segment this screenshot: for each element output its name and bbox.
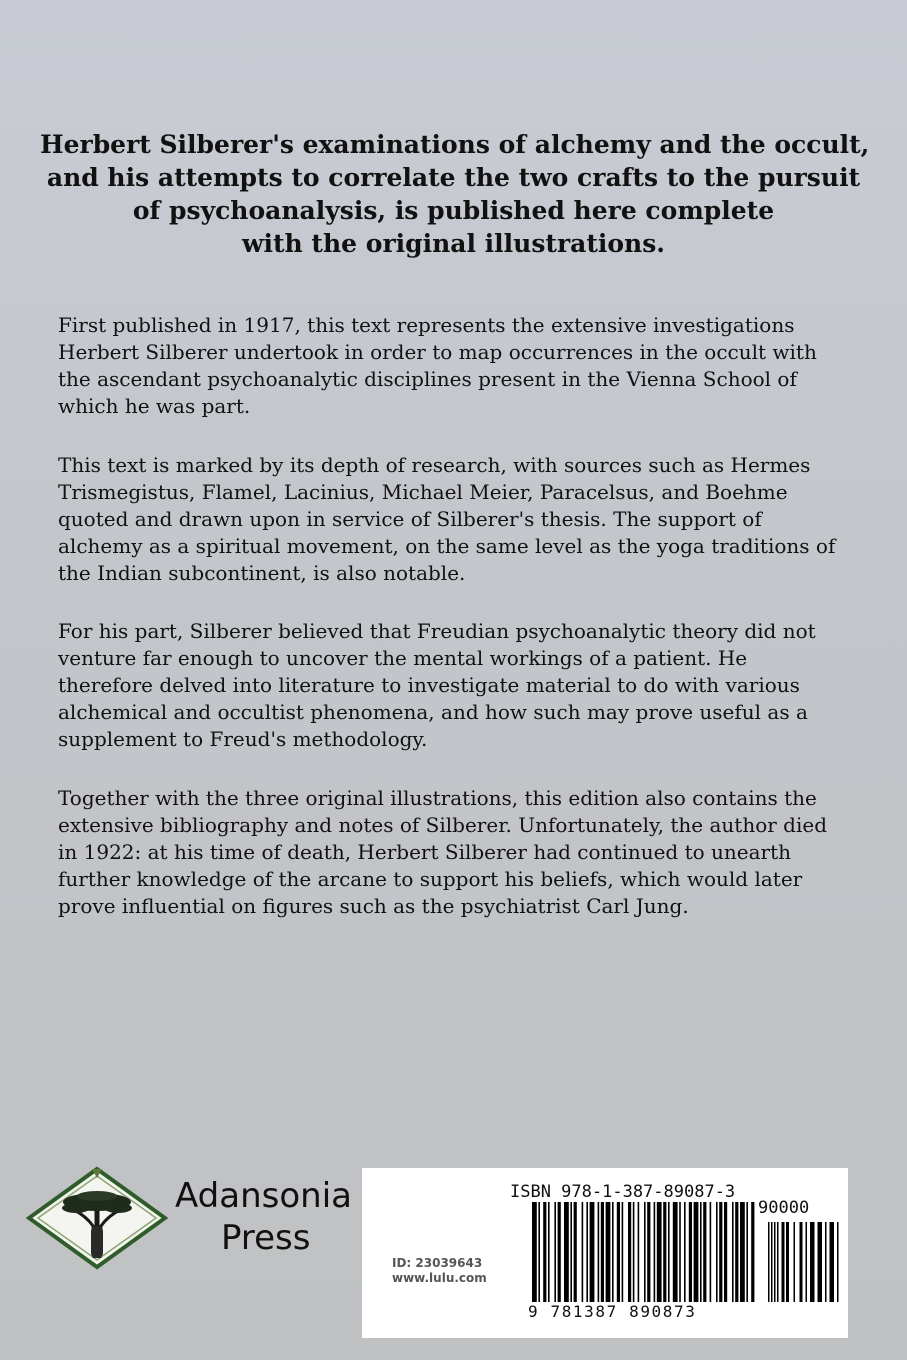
barcode-bar	[689, 1202, 692, 1302]
barcode-bar	[735, 1202, 738, 1302]
barcode-bar	[732, 1202, 734, 1302]
barcode-addon-number: 90000	[758, 1198, 810, 1218]
barcode-bar	[694, 1202, 699, 1302]
barcode-bar	[668, 1202, 670, 1302]
barcode-bar	[647, 1202, 650, 1302]
paragraph-silberer-belief	[58, 618, 858, 753]
paragraph-line: in 1922: at his time of death, Herbert Silberer had continued to unearth	[58, 840, 792, 864]
barcode-bar	[538, 1202, 540, 1302]
paragraph-line: alchemy as a spiritual movement, on the same level as the yoga traditions of	[58, 534, 836, 558]
paragraph-research	[58, 452, 858, 587]
headline	[40, 128, 870, 260]
barcode-bar	[564, 1202, 569, 1302]
barcode-bar	[558, 1202, 561, 1302]
paragraph-line: the ascendant psychoanalytic disciplines present in the Vienna School of	[58, 367, 797, 391]
barcode-addon-bar	[777, 1222, 779, 1302]
lulu-url: www.lulu.com	[392, 1271, 487, 1285]
barcode-bar	[663, 1202, 666, 1302]
barcode-bar	[543, 1202, 546, 1302]
publisher-line-2: Press	[221, 1218, 311, 1258]
paragraph-line: prove influential on figures such as the psychiatrist Carl Jung.	[58, 894, 689, 918]
barcode-bar	[700, 1202, 702, 1302]
paragraph-first-published	[58, 312, 858, 420]
barcode-bar	[548, 1202, 550, 1302]
paragraph-line: venture far enough to uncover the mental workings of a patient. He	[58, 646, 748, 670]
barcode-bar	[684, 1202, 686, 1302]
barcode-bar	[746, 1202, 748, 1302]
paragraph-line: quoted and drawn upon in service of Silberer's thesis. The support of	[58, 507, 762, 531]
paragraph-line: the Indian subcontinent, is also notable.	[58, 561, 466, 585]
paragraph-line: therefore delved into literature to investigate material to do with various	[58, 673, 800, 697]
barcode-addon-bar	[768, 1222, 770, 1302]
lulu-id-block	[392, 1256, 487, 1286]
barcode-bar	[679, 1202, 681, 1302]
barcode-bar	[710, 1202, 712, 1302]
barcode-bar	[654, 1202, 656, 1302]
barcode-bar	[628, 1202, 631, 1302]
isbn-label: ISBN 978-1-387-89087-3	[510, 1182, 736, 1202]
barcode-addon-bar	[806, 1222, 808, 1302]
barcode-bar	[598, 1202, 600, 1302]
paragraph-line: which he was part.	[58, 394, 251, 418]
barcode-bar	[657, 1202, 662, 1302]
barcode-addon-bar	[810, 1222, 815, 1302]
barcode-bar	[601, 1202, 604, 1302]
barcode-bar	[724, 1202, 727, 1302]
barcode-bar	[673, 1202, 678, 1302]
baobab-tree-diamond-icon	[26, 1166, 168, 1271]
barcode-addon-bar	[771, 1222, 773, 1302]
barcode-bar	[612, 1202, 614, 1302]
paragraph-line: First published in 1917, this text represents the extensive investigations	[58, 313, 795, 337]
headline-line: with the original illustrations.	[241, 229, 665, 258]
barcode-box	[362, 1168, 848, 1338]
barcode-bar	[586, 1202, 588, 1302]
barcode-addon-bar	[830, 1222, 835, 1302]
barcode-bar	[638, 1202, 640, 1302]
publisher-line-1: Adansonia	[175, 1176, 352, 1216]
barcode-bar	[740, 1202, 745, 1302]
barcode-bar	[590, 1202, 595, 1302]
paragraph-line: alchemical and occultist phenomena, and how such may prove useful as a	[58, 700, 808, 724]
headline-line: and his attempts to correlate the two crafts to the pursuit	[46, 163, 861, 192]
barcode-addon-bar	[782, 1222, 785, 1302]
barcode-bars	[532, 1202, 842, 1302]
lulu-id: ID: 23039643	[392, 1256, 483, 1270]
paragraph-edition-contents	[58, 785, 858, 920]
barcode-addon-bar	[800, 1222, 803, 1302]
barcode-addon-bar	[774, 1222, 776, 1302]
barcode-addon-bar	[786, 1222, 789, 1302]
paragraph-line: further knowledge of the arcane to support his beliefs, which would later	[58, 867, 803, 891]
barcode-bar	[532, 1202, 537, 1302]
paragraph-line: Trismegistus, Flamel, Lacinius, Michael Meier, Paracelsus, and Boehme	[58, 480, 788, 504]
barcode-bar	[644, 1202, 646, 1302]
barcode-addon-bar	[825, 1222, 827, 1302]
barcode-bar	[574, 1202, 577, 1302]
barcode-bar	[582, 1202, 584, 1302]
barcode-bar	[622, 1202, 624, 1302]
barcode-bar	[554, 1202, 556, 1302]
paragraph-line: Herbert Silberer undertook in order to map occurrences in the occult with	[58, 340, 817, 364]
publisher-name	[175, 1175, 352, 1259]
barcode-bar	[719, 1202, 722, 1302]
headline-line: of psychoanalysis, is published here complete	[132, 196, 775, 225]
paragraph-line: extensive bibliography and notes of Silberer. Unfortunately, the author died	[58, 813, 827, 837]
barcode-bar	[617, 1202, 620, 1302]
barcode-bar	[606, 1202, 611, 1302]
paragraph-line: This text is marked by its depth of research, with sources such as Hermes	[58, 453, 811, 477]
paragraph-line: Together with the three original illustrations, this edition also contains the	[58, 786, 817, 810]
barcode-digits: 9 781387 890873	[528, 1302, 697, 1321]
paragraph-line: supplement to Freud's methodology.	[58, 727, 428, 751]
barcode-bar	[751, 1202, 754, 1302]
barcode-bar	[633, 1202, 635, 1302]
barcode-addon-bar	[818, 1222, 823, 1302]
barcode-bar	[716, 1202, 718, 1302]
barcode-bar	[570, 1202, 572, 1302]
paragraph-line: For his part, Silberer believed that Freudian psychoanalytic theory did not	[58, 619, 816, 643]
barcode-bar	[703, 1202, 706, 1302]
barcode-addon-bar	[837, 1222, 839, 1302]
headline-line: Herbert Silberer's examinations of alchemy and the occult,	[40, 130, 870, 159]
barcode-addon-bar	[794, 1222, 796, 1302]
